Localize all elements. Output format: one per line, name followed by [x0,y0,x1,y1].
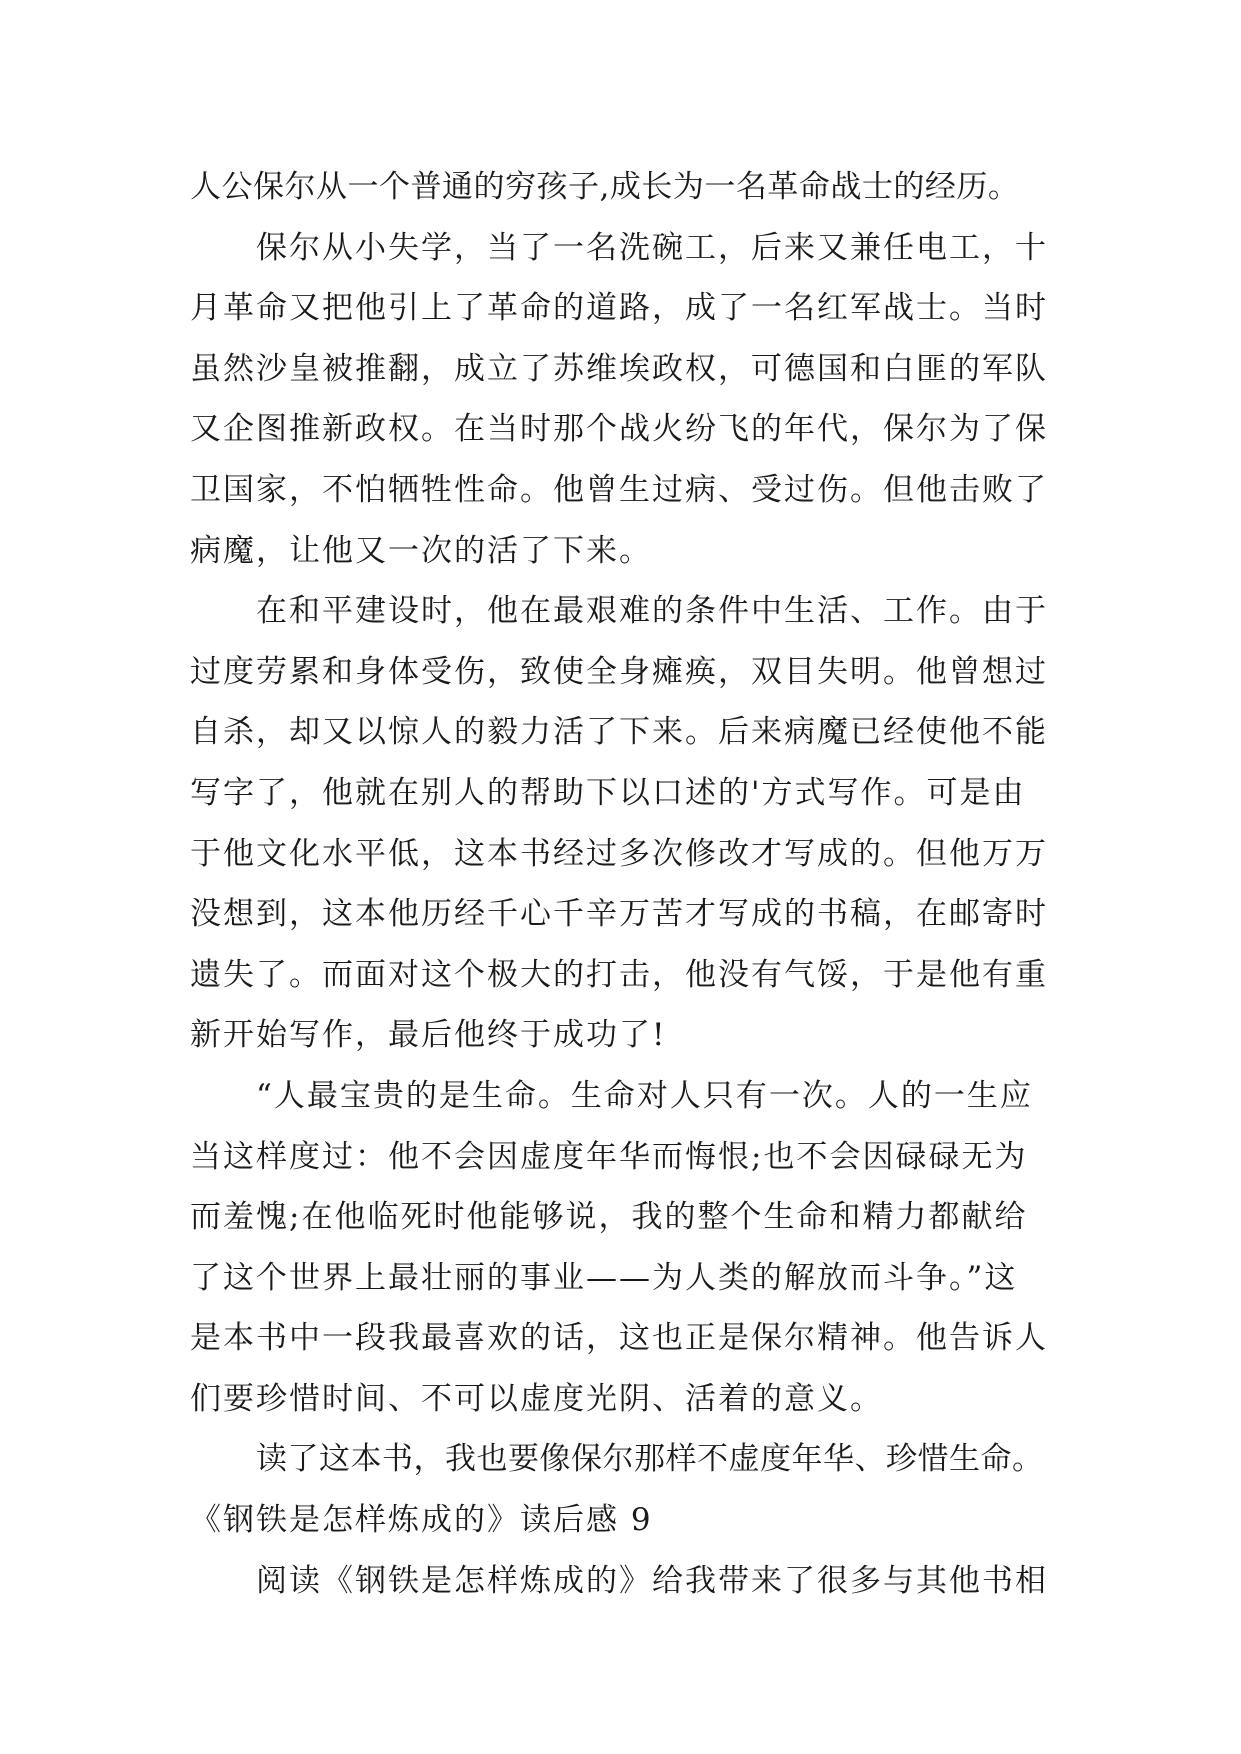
document-body [190,157,1090,1611]
text-line: 没想到，这本他历经千心千辛万苦才写成的书稿，在邮寄时 [190,896,1048,933]
text-line: 是本书中一段我最喜欢的话，这也正是保尔精神。他告诉人 [190,1320,1048,1357]
paragraph-start-line: 阅读《钢铁是怎样炼成的》给我带来了很多与其他书相 [256,1562,1048,1599]
text-line: 人公保尔从一个普通的穷孩子,成长为一名革命战士的经历。 [190,169,1020,205]
text-line: 虽然沙皇被推翻，成立了苏维埃政权，可德国和白匪的军队 [190,350,1048,387]
text-line: 月革命又把他引上了革命的道路，成了一名红军战士。当时 [190,290,1048,327]
text-line: 病魔，让他又一次的活了下来。 [190,532,652,569]
text-line: 又企图推新政权。在当时那个战火纷飞的年代，保尔为了保 [190,411,1048,448]
text-line: 遗失了。而面对这个极大的打击，他没有气馁，于是他有重 [190,956,1048,993]
text-line: 过度劳累和身体受伤，致使全身瘫痪，双目失明。他曾想过 [190,653,1048,690]
text-line: 了这个世界上最壮丽的事业——为人类的解放而斗争。”这 [190,1259,1018,1296]
text-line: 们要珍惜时间、不可以虚度光阴、活着的意义。 [190,1380,883,1417]
text-line: 而羞愧;在他临死时他能够说，我的整个生命和精力都献给 [190,1199,1028,1236]
text-line: 当这样度过：他不会因虚度年华而悔恨;也不会因碌碌无为 [190,1138,1028,1175]
paragraph-start-line: 在和平建设时，他在最艰难的条件中生活、工作。由于 [256,593,1048,630]
text-line: 于他文化水平低，这本书经过多次修改才写成的。但他万万 [190,835,1048,872]
paragraph-start-line: “人最宝贵的是生命。生命对人只有一次。人的一生应 [256,1077,1033,1114]
paragraph-start-line: 读了这本书，我也要像保尔那样不虚度年华、珍惜生命。 [256,1441,1044,1478]
text-line: 自杀，却又以惊人的毅力活了下来。后来病魔已经使他不能 [190,714,1048,751]
text-line: 新开始写作，最后他终于成功了! [190,1017,667,1054]
section-heading: 《钢铁是怎样炼成的》读后感 9 [190,1502,653,1539]
text-line: 写字了，他就在别人的帮助下以口述的'方式写作。可是由 [190,774,1026,811]
text-line: 卫国家，不怕牺牲性命。他曾生过病、受过伤。但他击败了 [190,471,1048,508]
paragraph-start-line: 保尔从小失学，当了一名洗碗工，后来又兼任电工，十 [256,229,1048,266]
